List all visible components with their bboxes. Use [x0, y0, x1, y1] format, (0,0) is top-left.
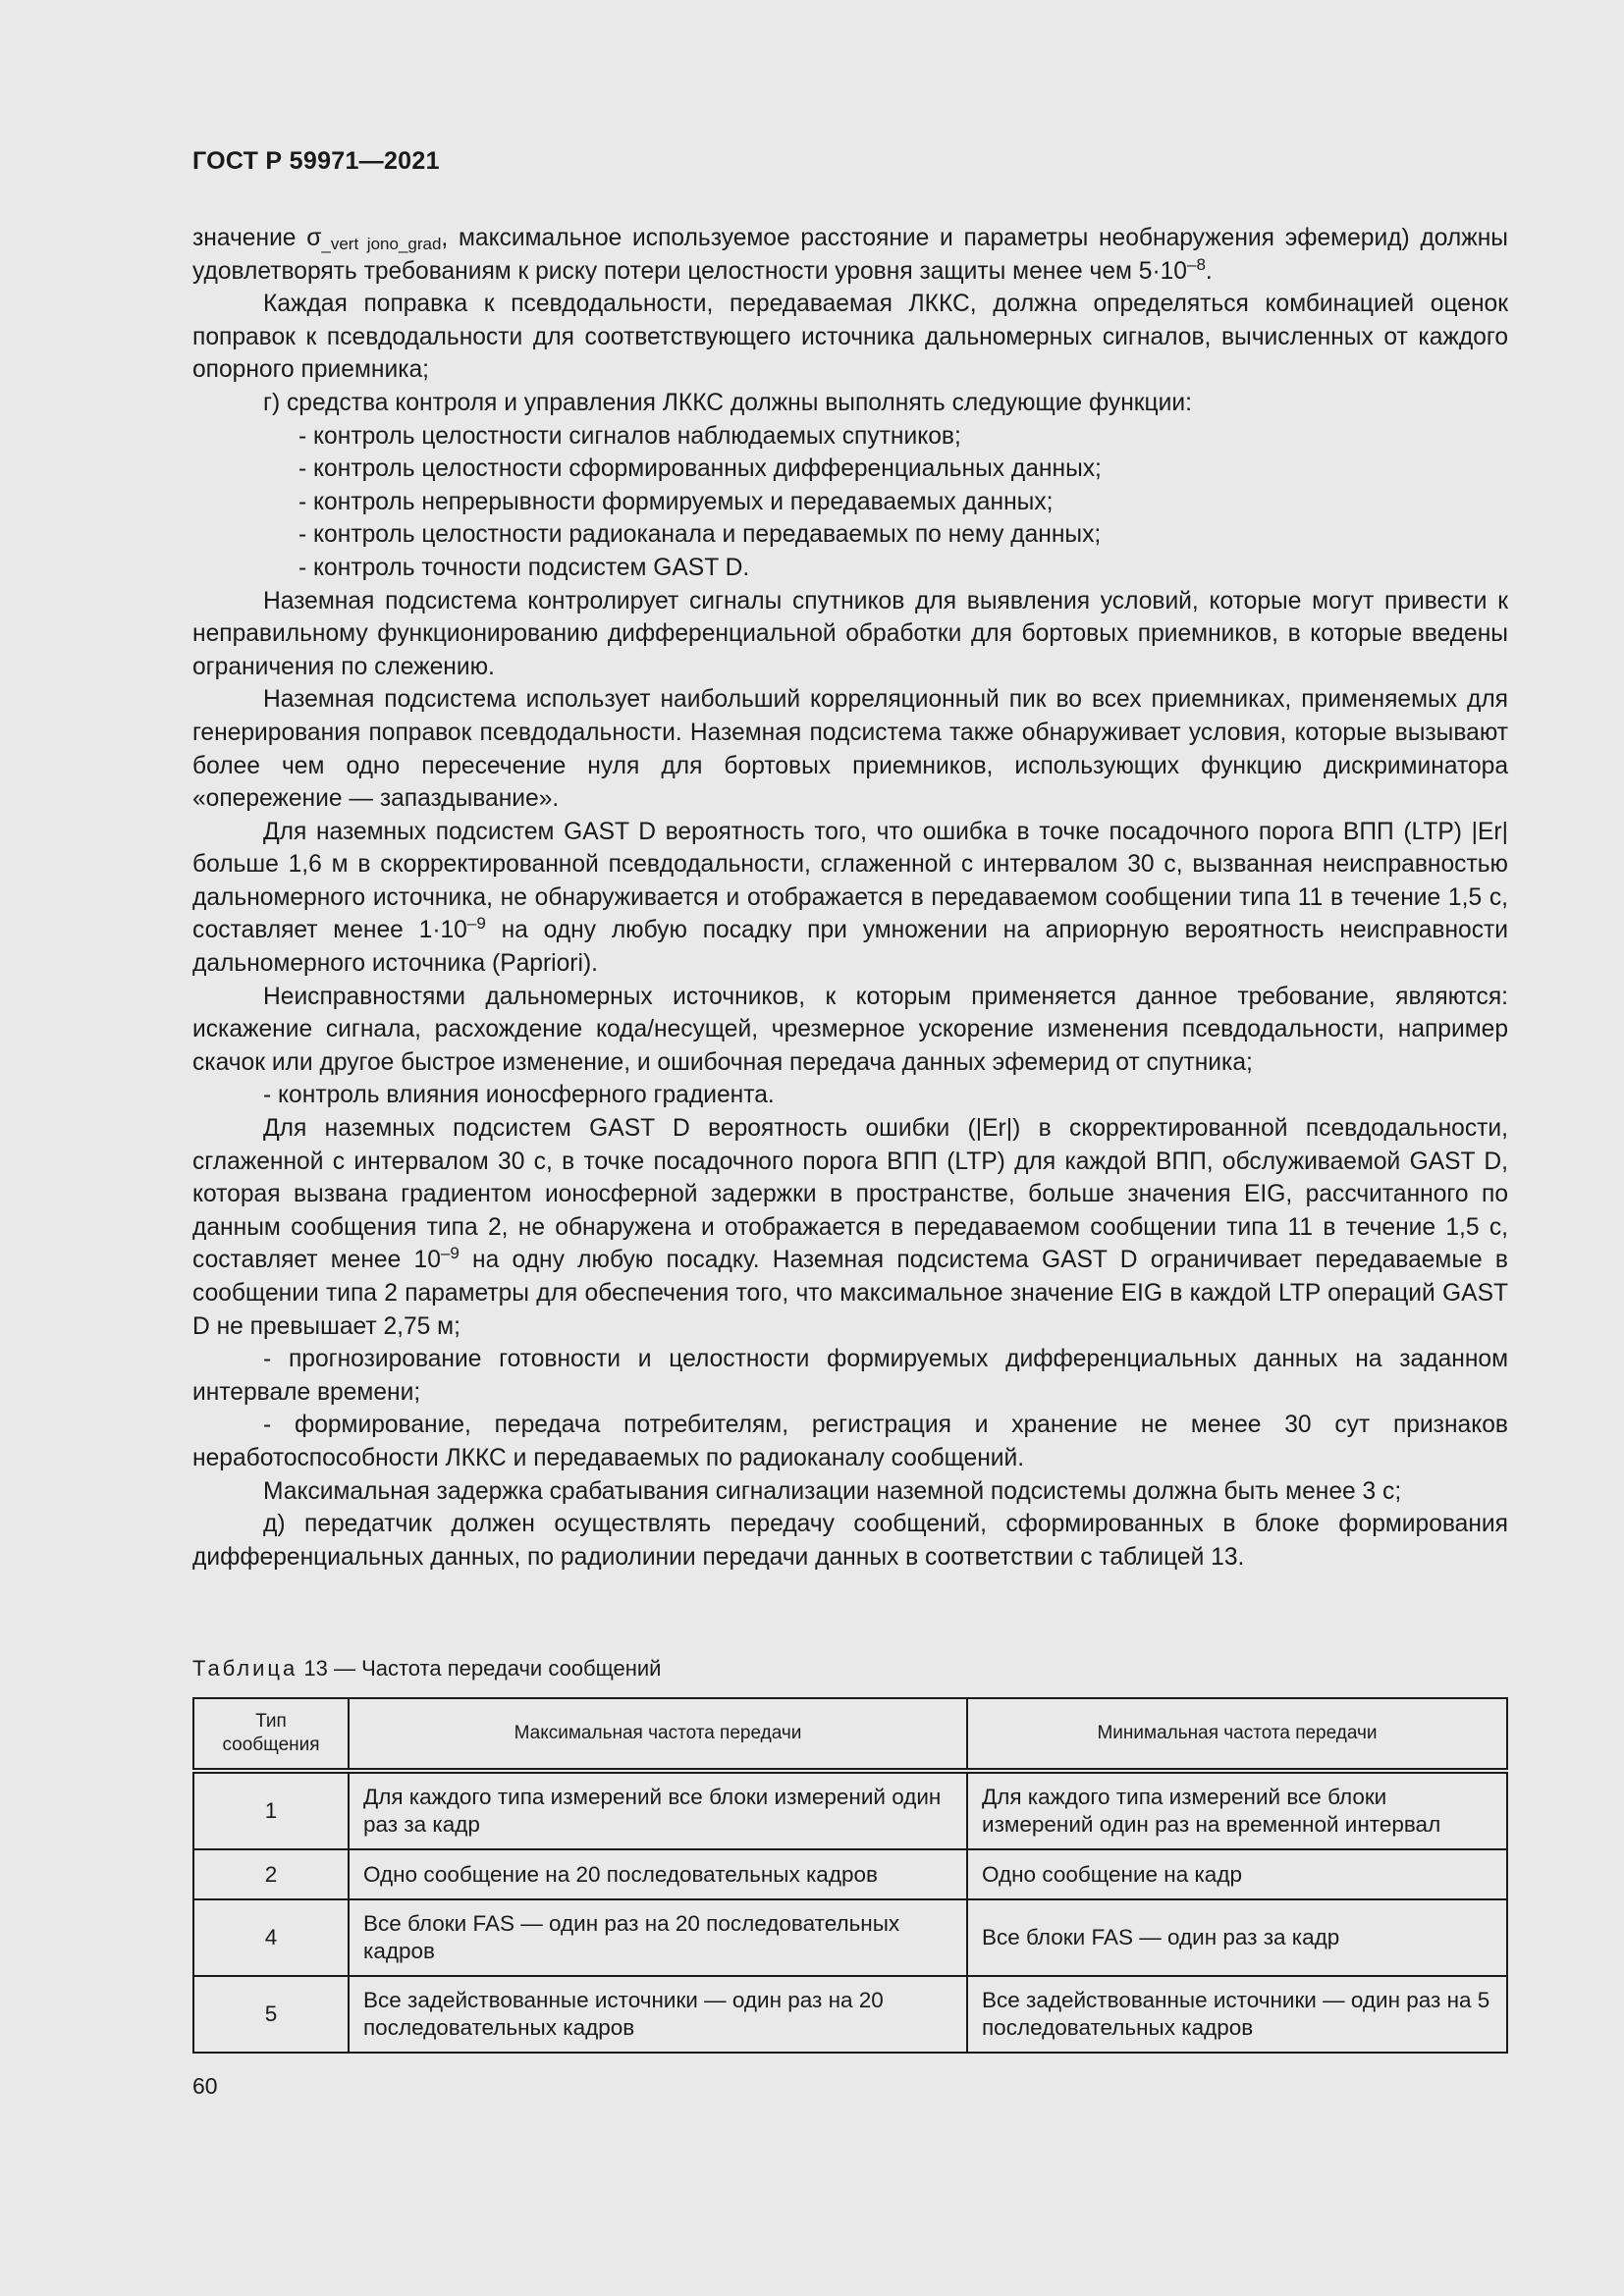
cell-max: Все задействованные источники — один раз на 20 последовательных кадров	[349, 1976, 967, 2053]
header-max: Максимальная частота передачи	[349, 1698, 967, 1771]
message-frequency-table	[192, 1697, 1508, 2054]
paragraph: Максимальная задержка срабатывания сигнализации наземной подсистемы должна быть менее 3 с;	[263, 1477, 1402, 1505]
paragraph: Наземная подсистема контролирует сигналы спутников для выявления условий, которые могут привести к неправильному функционированию дифференциальной обработки для бортовых приемников, в которые введены ограничения по слежению.	[192, 587, 1508, 680]
dash-item: - контроль влияния ионосферного градиента.	[263, 1082, 775, 1109]
cell-min: Одно сообщение на кадр	[967, 1849, 1507, 1899]
page-number: 60	[192, 2073, 218, 2099]
header-type: Тип сообщения	[193, 1698, 349, 1771]
dash-item: - контроль целостности сигналов наблюдаемых спутников;	[298, 422, 961, 450]
cell-type: 1	[193, 1771, 349, 1849]
dash-item: - контроль непрерывности формируемых и передаваемых данных;	[298, 488, 1054, 515]
cell-max: Все блоки FAS — один раз на 20 последовательных кадров	[349, 1899, 967, 1976]
table-caption: Таблица 13 — Частота передачи сообщений	[192, 1656, 662, 1681]
cell-min: Для каждого типа измерений все блоки измерений один раз на временной интервал	[967, 1771, 1507, 1849]
cell-min: Все блоки FAS — один раз за кадр	[967, 1899, 1507, 1976]
table-row	[193, 1899, 1507, 1976]
cell-min: Все задействованные источники — один раз на 5 последовательных кадров	[967, 1976, 1507, 2053]
table-row	[193, 1849, 1507, 1899]
cell-type: 2	[193, 1849, 349, 1899]
paragraph: Для наземных подсистем GAST D вероятность ошибки (|Er|) в скорректированной псевдодальности, сглаженной с интервалом 30 с, в точке посадочного порога ВПП (LTP) для каждой ВПП, обслуживаемой GAST D, которая вызвана градиентом ионосферной задержки в пространстве, больше значения EIG, рассчитанного по данным сообщения типа 2, не обнаружена и отображается в передаваемом сообщении типа 11 в течение 1,5 с, составляет менее $10^{-9}$ на одну любую посадку. Наземная подсистема GAST D ограничивает передаваемые в сообщении типа 2 параметры для обеспечения того, что максимальное значение EIG в каждой LTP операций GAST D не превышает 2,75 м;	[192, 1115, 1509, 1340]
paragraph: - прогнозирование готовности и целостности формируемых дифференциальных данных на заданном интервале времени;	[192, 1346, 1508, 1406]
paragraph: Каждая поправка к псевдодальности, передаваемая ЛККС, должна определяться комбинацией оценок поправок к псевдодальности для соответствующего источника дальномерных сигналов, вычисленных от каждого опорного приемника;	[192, 291, 1508, 384]
document-header: ГОСТ Р 59971—2021	[192, 147, 440, 175]
header-min: Минимальная частота передачи	[967, 1698, 1507, 1771]
dash-item: - контроль точности подсистем GAST D.	[298, 554, 750, 581]
body-text	[192, 222, 1508, 1574]
cell-max: Для каждого типа измерений все блоки измерений один раз за кадр	[349, 1771, 967, 1849]
list-item: г) средства контроля и управления ЛККС должны выполнять следующие функции:	[263, 389, 1192, 416]
table-row	[193, 1771, 1507, 1849]
dash-item: - контроль целостности радиоканала и передаваемых по нему данных;	[298, 521, 1102, 549]
table-header-row	[193, 1698, 1507, 1771]
table-row	[193, 1976, 1507, 2053]
paragraph: значение $\sigma_{\_vert jono\_grad}$, максимальное используемое расстояние и параметры необнаружения эфемерид) должны удовлетворять требованиям к риску потери целостности уровня защиты менее чем $5\cdot 10^{-8}$.	[192, 225, 1508, 285]
cell-type: 4	[193, 1899, 349, 1976]
cell-type: 5	[193, 1976, 349, 2053]
cell-max: Одно сообщение на 20 последовательных кадров	[349, 1849, 967, 1899]
paragraph: Для наземных подсистем GAST D вероятность того, что ошибка в точке посадочного порога ВПП (LTP) |Er| больше 1,6 м в скорректированной псевдодальности, сглаженной с интервалом 30 с, вызванная неисправностью дальномерного источника, не обнаруживается и отображается в передаваемом сообщении типа 11 в течение 1,5 с, составляет менее $1\cdot 10^{-9}$ на одну любую посадку при умножении на априорную вероятность неисправности дальномерного источника (Papriori).	[192, 818, 1509, 978]
paragraph: - формирование, передача потребителям, регистрация и хранение не менее 30 сут признаков неработоспособности ЛККС и передаваемых по радиоканалу сообщений.	[192, 1412, 1508, 1471]
paragraph: д) передатчик должен осуществлять передачу сообщений, сформированных в блоке формирования дифференциальных данных, по радиолинии передачи данных в соответствии с таблицей 13.	[192, 1511, 1508, 1571]
dash-item: - контроль целостности сформированных дифференциальных данных;	[298, 455, 1102, 483]
paragraph: Наземная подсистема использует наибольший корреляционный пик во всех приемниках, применяемых для генерирования поправок псевдодальности. Наземная подсистема также обнаруживает условия, которые вызывают более чем одно пересечение нуля для бортовых приемников, использующих функцию дискриминатора «опережение — запаздывание».	[192, 686, 1508, 813]
paragraph: Неисправностями дальномерных источников, к которым применяется данное требование, являются: искажение сигнала, расхождение кода/несущей, чрезмерное ускорение изменения псевдодальности, например скачок или другое быстрое изменение, и ошибочная передача данных эфемерид от спутника;	[192, 983, 1508, 1076]
